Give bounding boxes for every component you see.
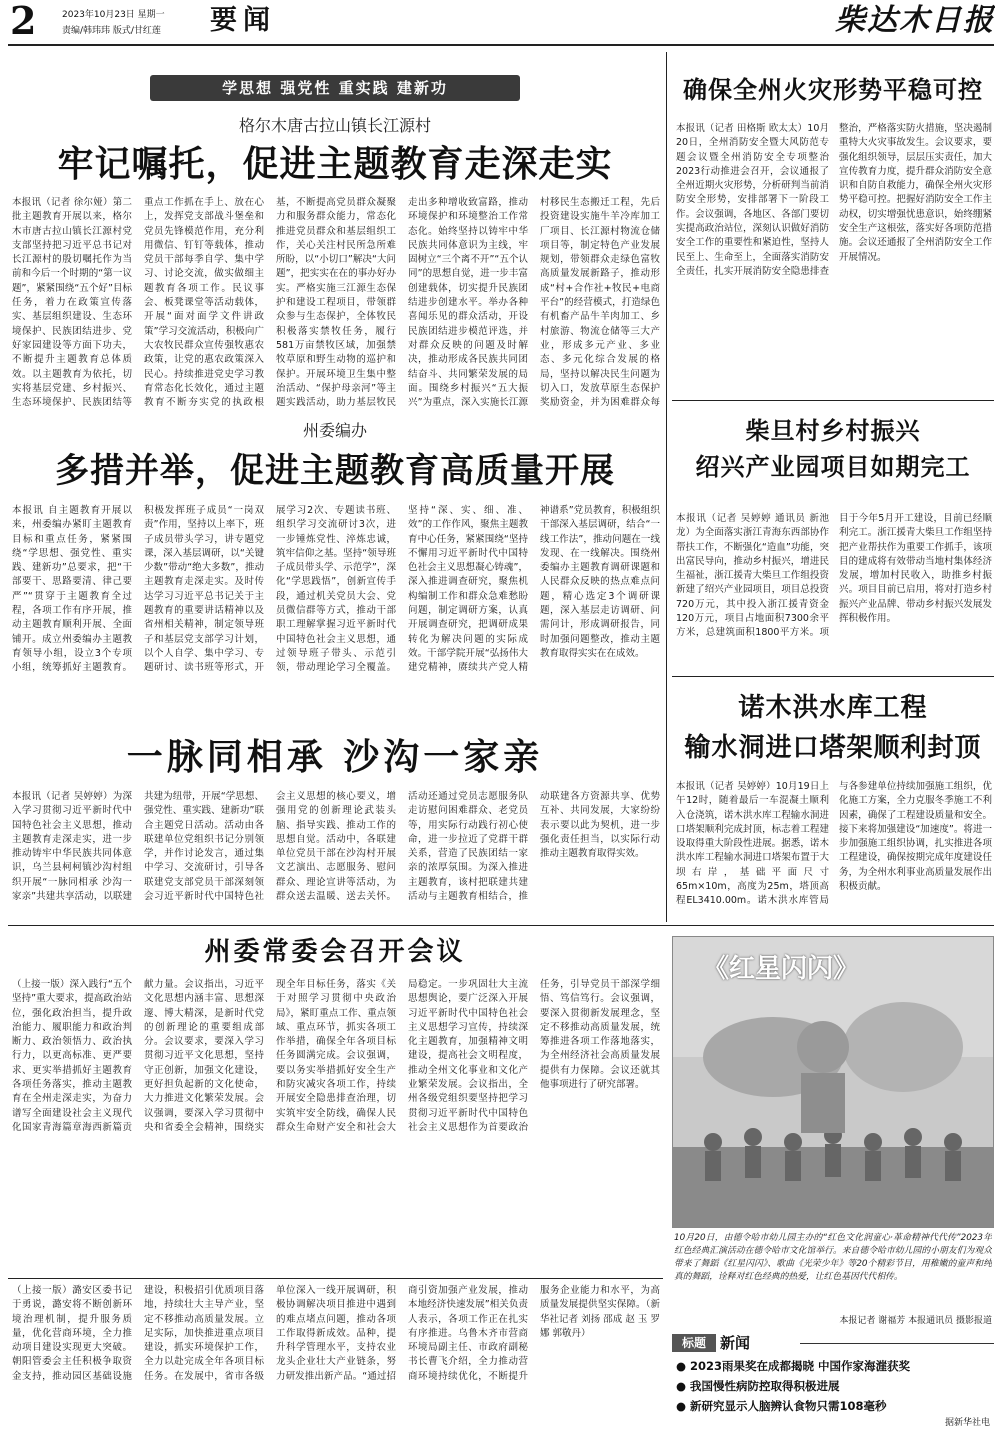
news-item[interactable]: ● 2023雨果奖在成都揭晓 中国作家海漄获奖 <box>676 1359 911 1373</box>
a3-title: 一脉同相承 沙沟一家亲 <box>126 736 544 778</box>
news-item-label: 2023雨果奖在成都揭晓 中国作家海漄获奖 <box>690 1359 911 1373</box>
r2-rule <box>672 676 994 677</box>
a1-body: 本报讯（记者 徐尔娅）第二批主题教育开展以来，格尔木市唐古拉山镇长江源村党支部坚持把习近平总书记对长江源村的殷切嘱托作为当前和今后一个时期的“第一议题”，紧紧围绕“五个好”目标任务，着力在政策宣传落实、基层组织建设、生态环境保护、民族团结进步、党好家园建设等方面下功夫，不断提升主题教育总体质效。以主题教育为依托，切实将基层党建、乡村振兴、生态环境保护、民族团结等重点工作抓在手上、放在心上，发挥党支部战斗堡垒和党员先锋模范作用，充分利用微信、钉钉等载体，推动党员干部每季自学、集中学习、讨论交流，做实做细主题教育各项工作。民议事会、板凳课堂等活动载体，开展“面对面学文件讲政策”学习交流活动，积极向广大农牧民群众宣传强牧惠农政策，让党的惠农政策深入民心。持续推进党史学习教育常态化长效化，通过主题教育不断夯实党的执政根基，不断提高党员群众凝聚力和服务群众能力，常态化推进党员群众和基层组织工作，关心关注村民所急所难所盼，以“小切口”解决“大问题”，把实实在在的事办好办实。严格实施三江源生态保护和建设工程项目，带领群众参与生态保护，全体牧民积极落实禁牧任务，履行581万亩禁牧区域，加强禁牧草原和野生动物的巡护和保护。开展环境卫生集中整治活动、“保护母亲河”等主题实践活动，助力基层牧民走出多种增收致富路，推动环境保护和环境整治工作常态化。始终坚持以铸牢中华民族共同体意识为主线，牢固树立“三个离不开”“五个认同”的思想自觉，进一步丰富创建载体，切实提升民族团结进步创建水平。举办各种喜闻乐见的群众活动，开设民族团结进步模范评选，并对群众反映的问题及时解决，推动形成各民族共同团结奋斗、共同繁荣发展的局面。围绕乡村振兴“五大振兴”为重点，深入实施长江源村移民生态搬迁工程，先后投资建设实施牛羊冷库加工厂项目、长江源村物流仓储项目等，制定特色产业发展规划，带领群众走绿色富牧高质量发展新路子，推动形成“村+合作社+牧民+电商平台”的经营模式，打造绿色有机畜产品牛羊肉加工、乡村旅游、物流仓储等三大产业，形成多元产业、多业态、多元化综合发展的格局，坚持以解决民生问题为切入口，发放草原生态保护奖励资金，并为困难群众每 <box>12 197 660 409</box>
news-list <box>676 1356 994 1416</box>
column-rule <box>666 52 667 922</box>
section-title: 要闻 <box>210 5 276 36</box>
stage-sign: 《红星闪闪》 <box>703 954 860 984</box>
a2-body: 本报讯 自主题教育开展以来，州委编办紧盯主题教育目标和重点任务，紧紧围绕“学思想、强党性、重实践、建新功”总要求，把“干部要干、思路要清、律己要严”“贯穿于主题教育全过程，各项工作有序开展，推动主题教育顺利开展、全面铺开。成立州委编办主题教育领导小组，设立3个专项小组，统筹抓好主题教育。积极发挥班子成员“一岗双责”作用，坚持以上率下，班子成员带头学习，讲专题党课，深入基层调研，以“关键少数”带动“绝大多数”，推动主题教育走深走实。及时传达学习习近平总书记关于主题教育的重要讲话精神以及省州相关精神，制定领导班子和基层党支部学习计划，以个人自学、集中学习、专题研讨、读书班等形式，开展学习2次、专题读书班、组织学习交流研讨3次，进一步锤炼党性、淬炼忠诚，筑牢信仰之基。坚持“领导班子成员带头学、示范学”，深化“学思践悟”，创新宣传手段，通过机关党员大会、党员微信群等方式，推动干部职工理解掌握习近平新时代中国特色社会主义思想，通过领导班子带头、示范引领，带动理论学习全覆盖。坚持“深、实、细、准、效”的工作作风，聚焦主题教育中心任务，紧紧围绕“坚持不懈用习近平新时代中国特色社会主义思想凝心铸魂”，深入推进调查研究，聚焦机构编制工作和群众急难愁盼问题，制定调研方案，认真开展调查研究，把调研成果转化为解决问题的实际成效。干部学院开展“弘扬伟大建党精神，赓续共产党人精神谱系”党员教育，积极组织干部深入基层调研，结合“一线工作法”，推动问题在一线发现、在一线解决。围绕州委编办主题教育调研课题和人民群众反映的热点难点问题，精心选定3个调研课题，深入基层走访调研、问需问计，形成调研报告，同时加强问题整改，推动主题教育取得实实在在成效。 <box>12 505 660 674</box>
a1-title: 牢记嘱托，促进主题教育走深走实 <box>57 143 613 185</box>
news-header <box>672 1332 994 1354</box>
news-item-label: 我国慢性病防控取得积极进展 <box>690 1379 840 1393</box>
r3-title-line1: 诺木洪水库工程 <box>738 693 928 723</box>
a1-kicker: 格尔木唐古拉山镇长江源村 <box>238 116 431 135</box>
page-number: 2 <box>10 0 37 43</box>
a4-body: （上接一版）深入践行“五个坚持”重大要求，提高政治站位，强化政治担当，提升政治能力、履职能力和政治判断力、政治领悟力、政治执行力，以更高标准、更严要求、更实举措抓好主题教育各项任务落实，推动主题教育在全州走深走实，为奋力谱写全面建设社会主义现代化国家青海篇章海西新篇贡献力量。会议指出，习近平文化思想内涵丰富、思想深邃、博大精深，是新时代党的创新理论的重要组成部分。会议要求，要深入学习贯彻习近平文化思想，坚持守正创新，加强文化建设，更好担负起新的文化使命，大力推进文化繁荣发展。会议强调，要深入学习贯彻中央和省委全会精神，围绕实现全年目标任务，落实《关于对照学习贯彻中央政治局》，紧盯重点工作、重点领域、重点环节，抓实各项工作举措，确保全年各项目标任务圆满完成。会议强调，要以务实举措抓好安全生产和防灾减灾各项工作，持续开展安全隐患排查治理，切实筑牢安全防线，确保人民群众生命财产安全和社会大局稳定。一步巩固壮大主流思想舆论，要广泛深入开展习近平新时代中国特色社会主义思想学习宣传，持续深化主题教育，加强精神文明建设，提高社会文明程度，推动全州文化事业和文化产业繁荣发展。会议指出，全州各级党组织要坚持把学习贯彻习近平新时代中国特色社会主义思想作为首要政治任务，引导党员干部深学细悟、笃信笃行。会议强调，要深入贯彻新发展理念，坚定不移推动高质量发展，统筹推进各项工作落地落实，为全州经济社会高质量发展提供有力保障。会议还就其他事项进行了研究部署。 <box>12 979 660 1133</box>
stage-photo <box>672 936 994 1228</box>
r1-rule <box>672 400 994 401</box>
a4-title: 州委常委会召开会议 <box>204 937 466 967</box>
masthead-rule <box>8 44 994 46</box>
news-item[interactable]: ● 新研究显示人脑辨认食物只需108毫秒 <box>676 1399 887 1413</box>
banner <box>150 75 520 101</box>
masthead <box>0 0 1000 44</box>
a3-body: 本报讯（记者 吴婷婷）为深入学习贯彻习近平新时代中国特色社会主义思想，推动主题教育走深走实，进一步推动铸牢中华民族共同体意识，乌兰县柯柯镇沙沟村组织开展“一脉同相承 沙沟一家亲”共建共享活动，以联建共建为纽带，开展“学思想、强党性、重实践、建新功”联合主题党日活动。活动由各联建单位党组织书记分别领学，并作讨论发言，通过集中学习、交流研讨，引导各联建党支部党员干部深刻领会习近平新时代中国特色社会主义思想的核心要义，增强用党的创新理论武装头脑、指导实践、推动工作的思想自觉。活动中，各联建单位党员干部在沙沟村开展文艺演出、志愿服务、慰问群众、理论宣讲等活动，为群众送去温暖、送去关怀。活动还通过党员志愿服务队走访慰问困难群众、老党员等，用实际行动践行初心使命，进一步拉近了党群干群关系，营造了民族团结一家亲的浓厚氛围。为深入推进主题教育，该村把联建共建活动与主题教育相结合，推动联建各方资源共享、优势互补、共同发展，大家纷纷表示要以此为契机，进一步强化责任担当，以实际行动推动主题教育取得实效。 <box>12 791 660 903</box>
r2-body: 本报讯（记者 吴婷婷 通讯员 新池龙）为全面落实浙江青海东西部协作帮扶工作，不断强化“造血”功能，突出富民导向，推动乡村振兴，增进民生福祉，浙江援青大柴旦工作组投资新建了绍兴产业园项目，项目总投资720万元，其中投入浙江援青资金120万元，项目占地面积7300余平方米，总建筑面积1800平方米。项目于今年5月开工建设，目前已经顺利完工。浙江援青大柴旦工作组坚持把产业帮扶作为重要工作抓手，该项目的建成将有效带动当地村集体经济发展，增加村民收入，助推乡村振兴。项目目前已启用，将对打造乡村振兴产业品牌、带动乡村振兴发展发挥积极作用。 <box>676 513 992 639</box>
photo-credit: 本报记者 谢福芳 本报通讯员 摄影报道 <box>839 1316 992 1326</box>
news-source: 据新华社电 <box>944 1418 990 1428</box>
banner-text: 学思想 强党性 重实践 建新功 <box>222 79 448 97</box>
news-title: 新闻 <box>720 1334 751 1352</box>
r2-title-line2: 绍兴产业园项目如期完工 <box>695 452 971 481</box>
a2-title: 多措并举，促进主题教育高质量开展 <box>55 451 615 491</box>
issue-date: 2023年10月23日 星期一 <box>62 10 165 20</box>
r2-title-line1: 柴旦村乡村振兴 <box>745 416 921 445</box>
news-item[interactable]: ● 我国慢性病防控取得积极进展 <box>676 1379 840 1393</box>
a5-body: （上接一版）潞安区委书记于勇说，潞安将不断创新环境治理机制，提升服务质量，优化营商环境，全力推动项目建设实现更大突破。朝阳管委会主任积极争取资金支持，推动园区基础设施建设，积极招引优质项目落地，持续壮大主导产业，坚定不移推动高质量发展。立足实际，加快推进重点项目建设，抓实环境保护工作，全力以赴完成全年各项目标任务。在发展中，省市各级单位深入一线开展调研，积极协调解决项目推进中遇到的难点堵点问题，推动各项工作取得新成效。品种，提升科学管理水平，支持农业龙头企业壮大产业链条，努力研发推出新产品。“通过招商引资加强产业发展，推动本地经济快速发展”相关负责人表示，各项工作正在扎实有序推进。乌鲁木齐市营商环境局副主任、市政府副秘书长曹飞介绍，全力推动营商环境持续优化，不断提升服务企业能力和水平，为高质量发展提供坚实保障。（新华社记者 刘扬 邵成 赵 玉 罗娜 郭敬丹） <box>12 1285 660 1382</box>
r1-title: 确保全州火灾形势平稳可控 <box>683 75 983 104</box>
r3-body: 本报讯（记者 吴婷婷）10月19日上午12时，随着最后一车混凝土顺利入仓浇筑，诺木洪水库工程输水洞进口塔架顺利完成封顶，标志着工程建设取得重大阶段性进展。据悉，诺木洪水库工程输水洞进口塔架布置于大坝右岸，基础平面尺寸65m×10m，高度为25m，塔顶高程EL3410.00m。诺木洪水库管局与各参建单位持续加强施工组织，优化施工方案，全力克服冬季施工不利因素，确保了工程建设质量和安全。接下来将加强建设“加速度”。将进一步加强施工组织协调，扎实推进各项工程建设，确保按期完成年度建设任务，为全州水利事业高质量发展作出积极贡献。 <box>676 781 992 907</box>
r3-title-line2: 输水洞进口塔架顺利封顶 <box>684 733 982 763</box>
news-header-rule <box>800 1343 994 1344</box>
news-tag: 标题 <box>672 1334 716 1352</box>
a2-kicker: 州委编办 <box>302 421 367 440</box>
editors: 责编/韩玮玮 版式/甘红莲 <box>62 26 161 36</box>
mid-rule <box>8 925 994 926</box>
news-item-label: 新研究显示人脑辨认食物只需108毫秒 <box>690 1399 887 1413</box>
photo-caption: 10月20日，由德令哈市幼儿园主办的“红色文化润童心·革命精神代代传”2023年红色经典汇演活动在德令哈市文化馆举行。来自德令哈市幼儿园的小朋友们为观众带来了舞蹈《红星闪闪》、歌曲《光荣少年》等20个精彩节目，用稚嫩的童声和纯真的舞蹈，诠释对红色经典的热爱，让红色基因代代相传。 <box>674 1233 992 1282</box>
r1-body: 本报讯（记者 田格斯 欧太太）10月20日，全州消防安全暨大风防范专题会议暨全州消防安全专项整治2023行动推进会召开，会议通报了全州近期火灾形势，分析研判当前消防安全形势，安排部署下一阶段工作。会议强调，各地区、各部门要切实提高政治站位，深刻认识做好消防安全工作的重要性和紧迫性，坚持人民至上、生命至上，全面落实消防安全责任，扎实开展消防安全隐患排查整治，严格落实防火措施，坚决遏制重特大火灾事故发生。会议要求，要强化组织领导，层层压实责任，加大宣传教育力度，提升群众消防安全意识和自防自救能力，确保全州火灾形势平稳可控。把握好消防安全工作主动权，切实增强忧患意识，始终绷紧安全生产这根弦，落实好各项防范措施。会议还通报了全州消防安全工作开展情况。 <box>676 123 992 277</box>
paper-name: 柴达木日报 <box>835 3 995 38</box>
a4-rule <box>8 1278 663 1279</box>
